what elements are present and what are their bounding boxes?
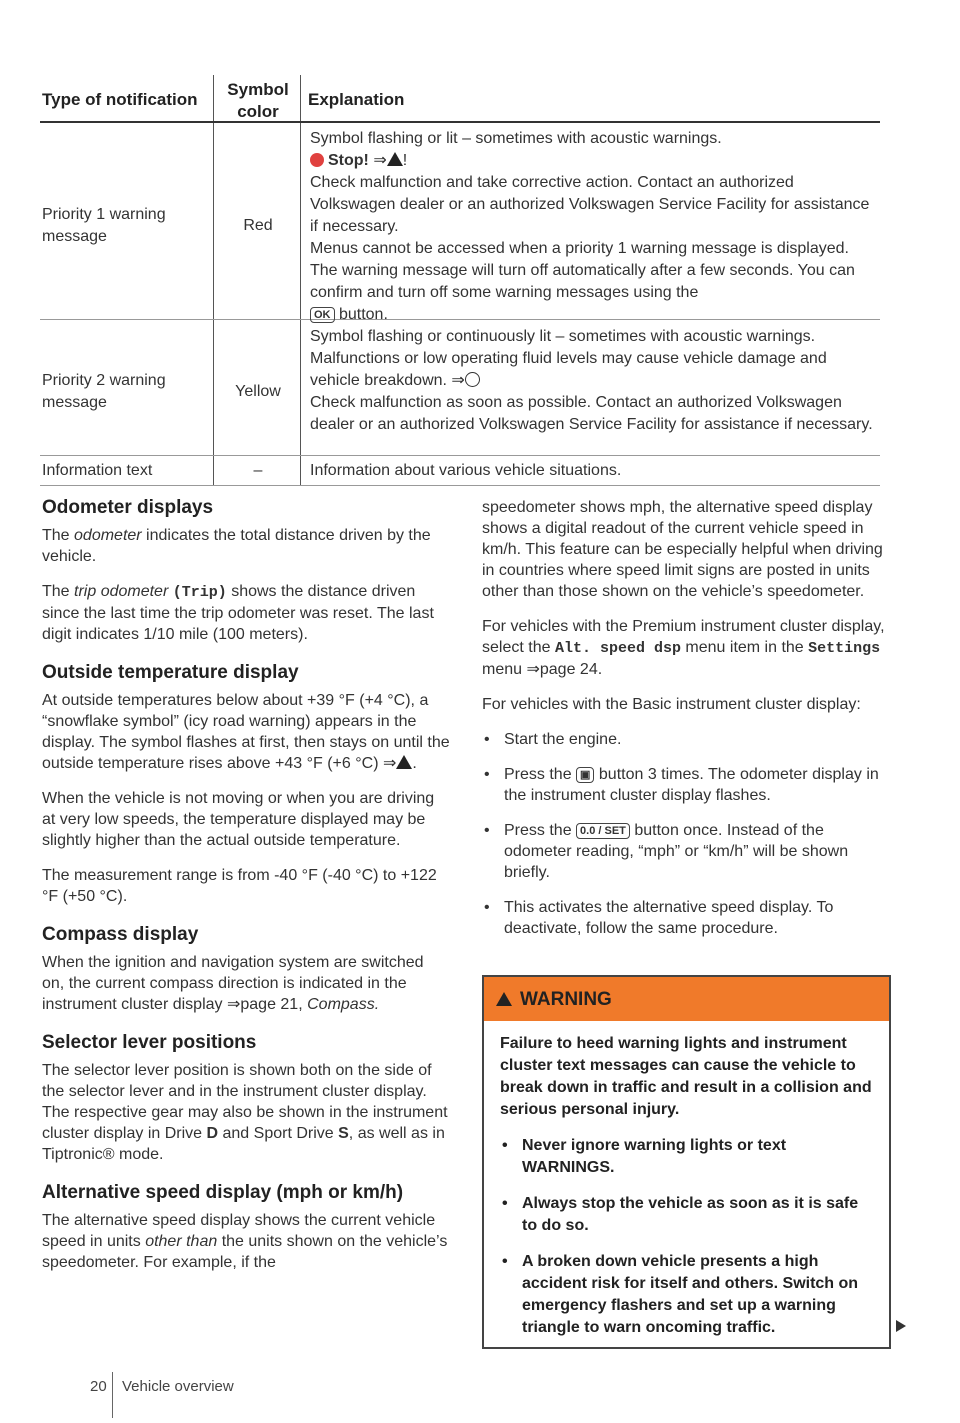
row-explanation xyxy=(310,128,878,326)
warning-item: • Always stop the vehicle as soon as it is safe to do so. xyxy=(500,1193,873,1237)
set-button-icon: 0.0 / SET xyxy=(576,823,630,839)
row-type: Priority 2 warning message xyxy=(42,372,166,411)
warning-body xyxy=(484,1021,889,1347)
warning-header xyxy=(484,977,889,1021)
alt-speed-continued: speedometer shows mph, the alternative speed display shows a digital readout of the current vehicle speed in km/h. This feature can be especially helpful when driving in countries where speed limit signs are posted in units other than those shown on the vehicle’s speedometer. xyxy=(482,499,883,600)
warning-triangle-icon xyxy=(496,992,512,1006)
temperature-paragraph: When the vehicle is not moving or when you are driving at very low speeds, the temperature displayed may be slightly higher than the actual outside temperature. xyxy=(42,790,435,849)
ref-arrow: ⇒ xyxy=(373,152,387,169)
row-color: Yellow xyxy=(235,383,281,400)
step-item: • Press the ▣ button 3 times. The odometer display in the instrument cluster display flashes. xyxy=(482,764,887,806)
temperature-paragraph: At outside temperatures below about +39 °F (+4 °C), a “snowflake symbol” (icy road warning) appears in the display. The symbol flashes at first, then stays on until the outside temperature rises above +43 °F (+6 °C) ⇒ . xyxy=(42,692,450,772)
expl-line xyxy=(310,238,878,326)
expl-text: button. xyxy=(338,306,388,323)
alt-speed-paragraph: The alternative speed display shows the current vehicle speed in units other than the units shown on the vehicle’s speedometer. For example, if the xyxy=(42,1212,448,1271)
temperature-paragraph: The measurement range is from -40 °F (-40 °C) to +122 °F (+50 °C). xyxy=(42,867,437,905)
odometer-heading: Odometer displays xyxy=(42,497,214,518)
warning-text: Failure to heed warning lights and instrument cluster text messages can cause the vehicle to break down in traffic and result in a collision and serious personal injury. xyxy=(500,1035,872,1118)
warning-triangle-icon xyxy=(396,755,412,769)
table-row-rule xyxy=(40,455,880,456)
col-header-symbol: Symbol color xyxy=(227,80,289,121)
row-type: Priority 1 warning message xyxy=(42,206,166,245)
ok-button-icon: OK xyxy=(310,307,335,323)
temperature-heading: Outside temperature display xyxy=(42,662,299,683)
premium-paragraph: For vehicles with the Premium instrument cluster display, select the Alt. speed dsp menu item in the Settings menu ⇒page 24. xyxy=(482,618,885,678)
row-color: Red xyxy=(243,217,273,234)
row-color: – xyxy=(253,462,263,479)
footer-divider xyxy=(112,1372,113,1418)
ref-arrow: ⇒ xyxy=(451,372,465,389)
section-name: Vehicle overview xyxy=(122,1378,234,1395)
expl-text: Symbol flashing or continuously lit – sometimes with acoustic warnings. Malfunctions or low operating fluid levels may cause vehicle damage and vehicle breakdown. xyxy=(310,328,827,389)
continue-arrow-icon xyxy=(896,1320,906,1332)
row-type: Information text xyxy=(42,462,153,479)
warning-title: WARNING xyxy=(520,989,612,1010)
expl-line: Check malfunction as soon as possible. Contact an authorized Volkswagen dealer or an authorized Volkswagen Service Facility for assistance if necessary. xyxy=(310,394,873,433)
warning-box xyxy=(482,975,891,1349)
compass-heading: Compass display xyxy=(42,924,199,945)
table-divider xyxy=(300,75,301,485)
row-explanation xyxy=(310,326,878,436)
step-item: • This activates the alternative speed display. To deactivate, follow the same procedure. xyxy=(482,897,887,939)
col-header-expl: Explanation xyxy=(308,90,405,109)
expl-text: Menus cannot be accessed when a priority 1 warning message is displayed. The warning message will turn off automatically after a few seconds. You can confirm and turn off some warning messages using the xyxy=(310,240,855,301)
right-column xyxy=(482,497,887,939)
warning-item: • A broken down vehicle presents a high accident risk for itself and others. Switch on emergency flashers and set up a warning triangle to warn oncoming traffic. xyxy=(500,1251,873,1339)
basic-paragraph: For vehicles with the Basic instrument cluster display: xyxy=(482,696,861,713)
expl-line xyxy=(310,326,878,392)
selector-paragraph: The selector lever position is shown both on the side of the selector lever and in the instrument cluster display. The respective gear may also be shown in the instrument cluster display in Drive D and Sport Drive S, as well as in Tiptronic® mode. xyxy=(42,1062,448,1163)
expl-line: Symbol flashing or lit – sometimes with acoustic warnings. xyxy=(310,130,722,147)
table-bottom-rule xyxy=(40,485,880,486)
table-header-rule xyxy=(40,121,880,123)
info-circle-icon xyxy=(465,372,480,387)
row-explanation: Information about various vehicle situations. xyxy=(310,462,622,479)
alt-speed-heading: Alternative speed display (mph or km/h) xyxy=(42,1182,404,1203)
stop-label: Stop! xyxy=(328,152,369,169)
trip-button-icon: ▣ xyxy=(576,767,594,783)
warning-triangle-icon xyxy=(387,152,403,166)
stop-icon xyxy=(310,153,324,167)
warning-item: • Never ignore warning lights or text WARNINGS. xyxy=(500,1135,873,1179)
trip-paragraph: The trip odometer (Trip) shows the distance driven since the last time the trip odometer was reset. The last digit indicates 1/10 mile (100 meters). xyxy=(42,583,434,643)
col-header-type: Type of notification xyxy=(42,90,198,109)
step-item: • Start the engine. xyxy=(482,729,887,750)
page-number: 20 xyxy=(90,1378,107,1395)
expl-line: Check malfunction and take corrective action. Contact an authorized Volkswagen dealer or an authorized Volkswagen Service Facility for assistance if necessary. xyxy=(310,174,870,235)
odometer-paragraph: The odometer indicates the total distance driven by the vehicle. xyxy=(42,527,431,565)
step-item: • Press the 0.0 / SET button once. Instead of the odometer reading, “mph” or “km/h” will be shown briefly. xyxy=(482,820,887,883)
table-divider xyxy=(213,75,214,485)
left-column xyxy=(42,496,450,1273)
selector-heading: Selector lever positions xyxy=(42,1032,257,1053)
compass-paragraph: When the ignition and navigation system are switched on, the current compass direction is indicated in the instrument cluster display ⇒page 21, Compass. xyxy=(42,954,424,1013)
expl-stop: Stop! ⇒ ! xyxy=(310,150,878,172)
